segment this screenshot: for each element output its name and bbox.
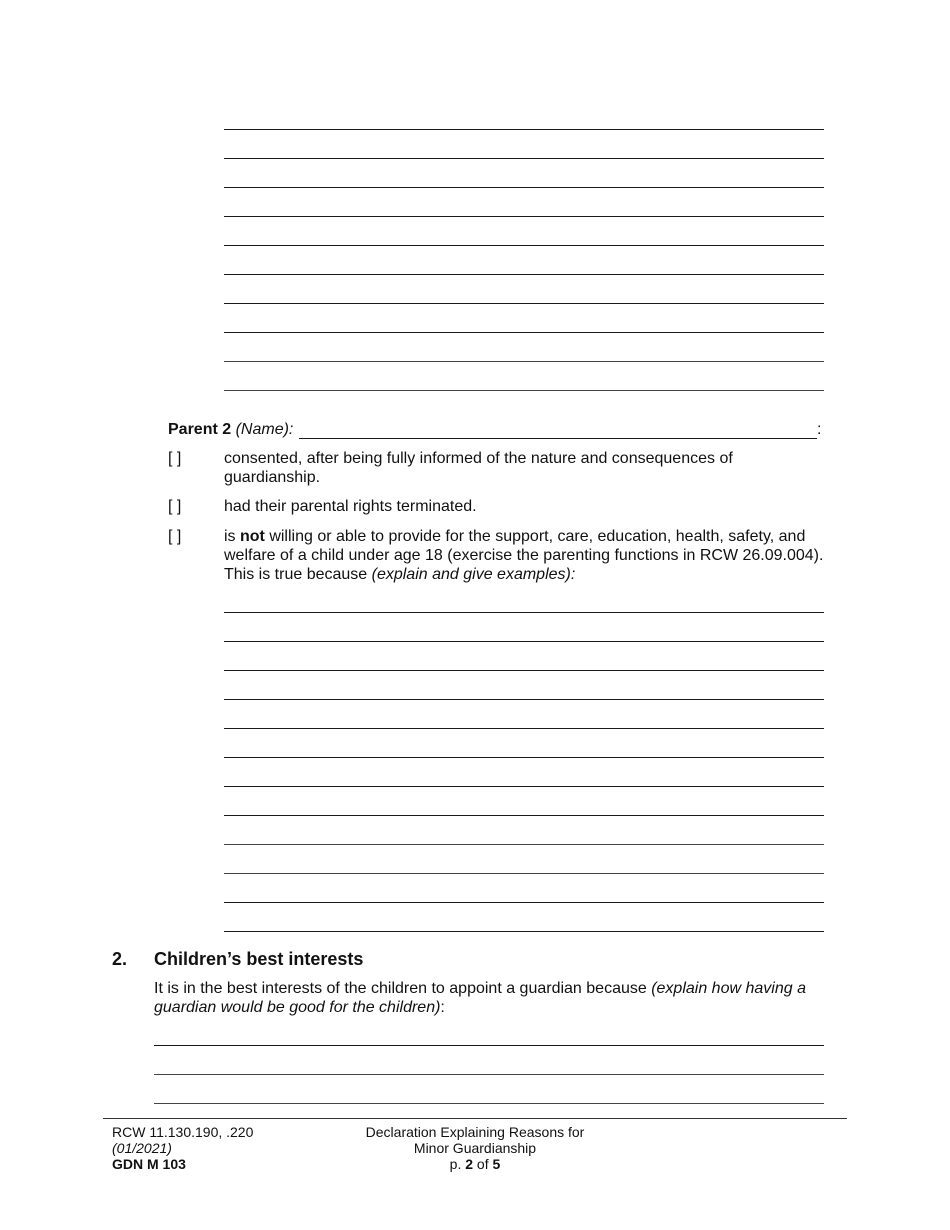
answer-line[interactable] — [154, 1103, 824, 1104]
answer-line[interactable] — [224, 245, 824, 246]
section-2-number: 2. — [112, 949, 128, 969]
answer-line[interactable] — [154, 1074, 824, 1075]
rights-terminated-checkbox[interactable]: [ ] — [168, 498, 182, 515]
footer-rcw: RCW 11.130.190, .220 — [112, 1124, 254, 1140]
section-2-instructions — [154, 979, 844, 1017]
answer-line[interactable] — [224, 902, 824, 903]
answer-line[interactable] — [224, 361, 824, 362]
explain-examples-prompt: (explain and give examples): — [371, 566, 576, 583]
answer-line[interactable] — [224, 303, 824, 304]
page-current: 2 — [465, 1156, 474, 1172]
section-2-colon: : — [440, 999, 445, 1016]
answer-line[interactable] — [224, 216, 824, 217]
consented-checkbox[interactable]: [ ] — [168, 450, 182, 467]
answer-line[interactable] — [224, 815, 824, 816]
parent2-name-prompt: (Name): — [235, 421, 294, 438]
answer-line[interactable] — [224, 699, 824, 700]
rights-terminated-option-text: had their parental rights terminated. — [224, 498, 477, 515]
answer-line[interactable] — [224, 332, 824, 333]
page-total: 5 — [492, 1156, 501, 1172]
answer-line[interactable] — [224, 390, 824, 391]
footer-title-line1: Declaration Explaining Reasons for — [365, 1124, 585, 1140]
answer-line[interactable] — [224, 274, 824, 275]
answer-line[interactable] — [224, 187, 824, 188]
answer-line[interactable] — [224, 129, 824, 130]
answer-line[interactable] — [224, 641, 824, 642]
footer-title-line2: Minor Guardianship — [413, 1140, 537, 1156]
footer-page-number — [335, 1156, 615, 1172]
answer-line[interactable] — [224, 931, 824, 932]
parent2-heading — [168, 420, 293, 439]
footer-date: (01/2021) — [112, 1140, 172, 1156]
answer-line[interactable] — [224, 786, 824, 787]
footer-divider — [103, 1118, 847, 1119]
not-emphasis: not — [240, 528, 265, 545]
answer-line[interactable] — [224, 728, 824, 729]
answer-line[interactable] — [154, 1045, 824, 1046]
footer-center — [335, 1124, 615, 1172]
footer-form-id: GDN M 103 — [112, 1156, 186, 1172]
consented-option-text: consented, after being fully informed of the nature and consequences of guardianship. — [224, 450, 733, 486]
section-2-italic-prompt: (explain how having a guardian would be good for the children) — [154, 980, 806, 1016]
section-2-text: It is in the best interests of the children to appoint a guardian because — [154, 980, 652, 997]
page-of: of — [473, 1156, 493, 1172]
parent2-trailing-colon: : — [817, 421, 822, 438]
not-willing-body: willing or able to provide for the support, care, education, health, safety, and welfare of a child under age 18 (exercise the parenting functions in RCW 26.09.004). This is true because — [224, 528, 824, 583]
page-prefix: p. — [449, 1156, 466, 1172]
not-willing-prefix: is — [224, 528, 240, 545]
answer-line[interactable] — [224, 844, 824, 845]
not-willing-option-text — [224, 527, 824, 584]
not-willing-checkbox[interactable]: [ ] — [168, 528, 182, 545]
answer-line[interactable] — [224, 612, 824, 613]
section-2-heading: Children’s best interests — [154, 949, 364, 969]
parent2-label: Parent 2 — [168, 421, 232, 438]
footer-left — [112, 1124, 253, 1172]
answer-line[interactable] — [224, 158, 824, 159]
answer-line[interactable] — [224, 873, 824, 874]
answer-line[interactable] — [224, 670, 824, 671]
parent2-name-field[interactable] — [299, 438, 817, 439]
answer-line[interactable] — [224, 757, 824, 758]
